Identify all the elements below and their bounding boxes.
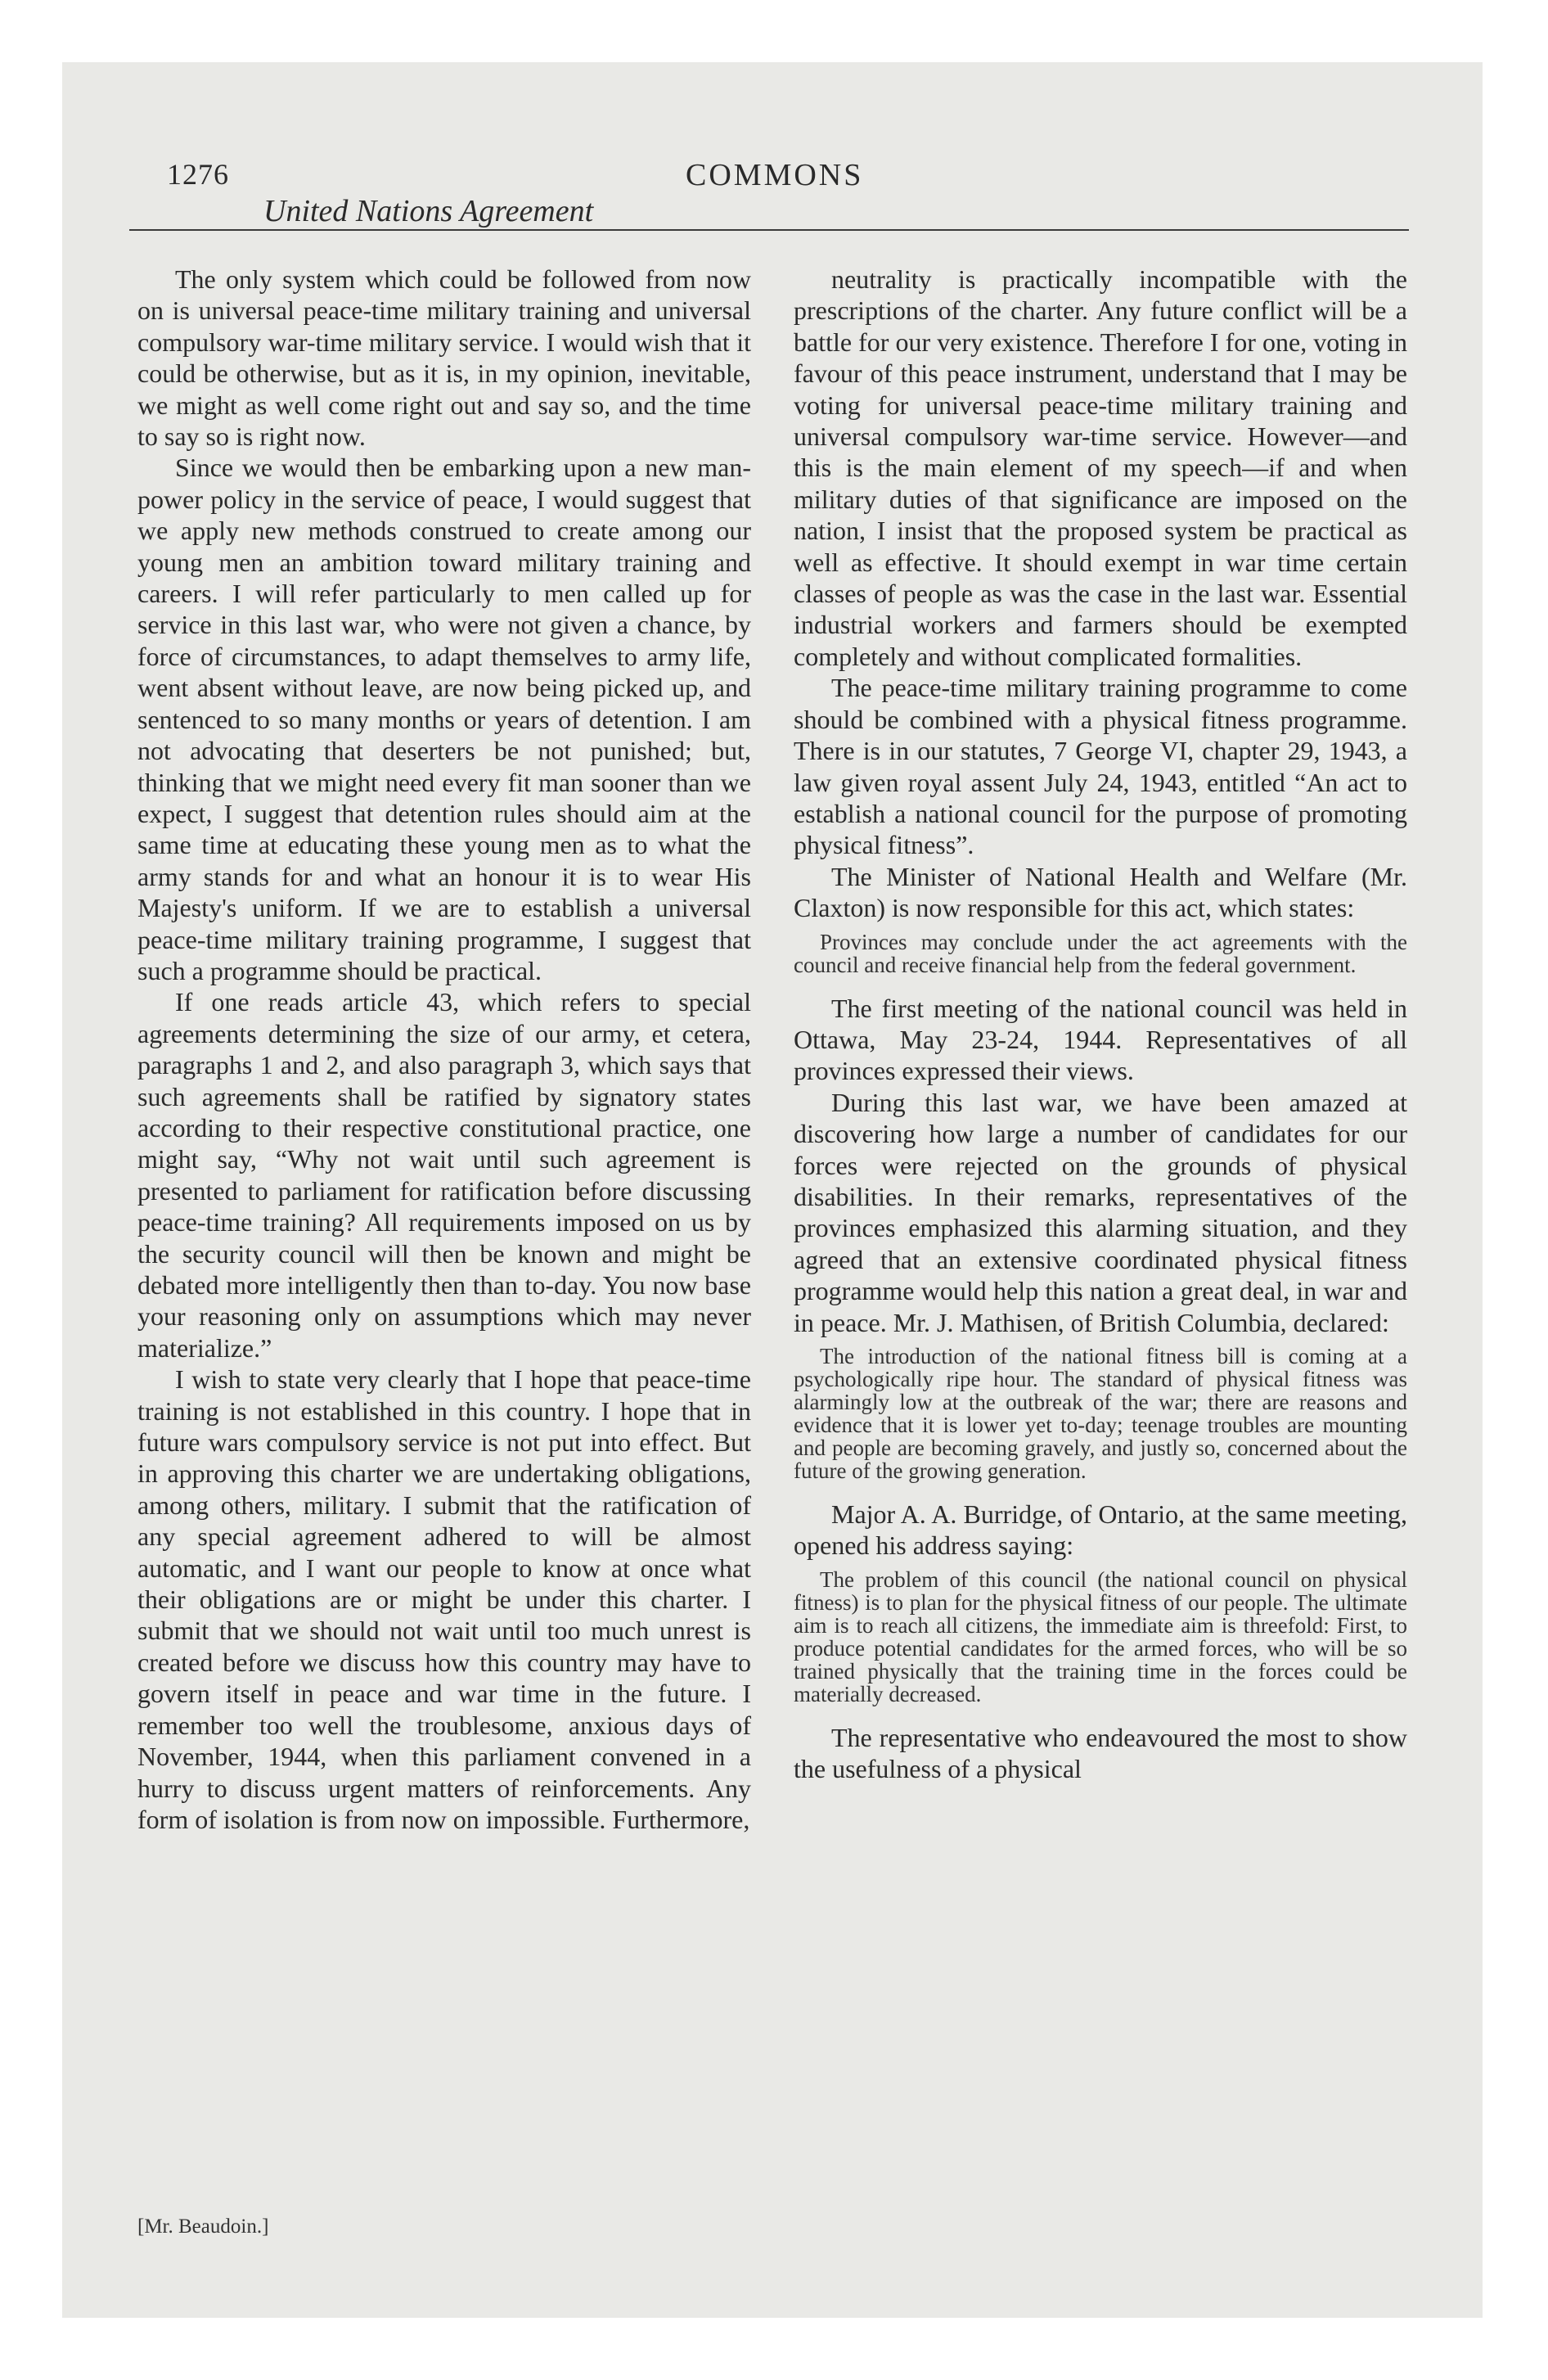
paragraph: The Minister of National Health and Welfare (Mr. Claxton) is now responsible for this act, which states:	[794, 861, 1407, 923]
speaker-attribution: [Mr. Beaudoin.]	[137, 2215, 269, 2238]
running-head: COMMONS	[686, 158, 864, 192]
paragraph: If one reads article 43, which refers to special agreements determining the size of our army, et cetera, paragraphs 1 and 2, and also paragraph 3, which says that such agreements shall be ratified by signatory states according to their respective constitutional practice, one might say, “Why not wait until such agreement is presented to parliament for ratification before discussing peace-time training? All requirements imposed on us by the security council will then be known and might be debated more intelligently then than to-day. You now base your reasoning only on assumptions which may never materialize.”	[137, 987, 751, 1363]
paragraph: I wish to state very clearly that I hope that peace-time training is not established in this country. I hope that in future wars compulsory service is not put into effect. But in approving this charter we are undertaking obligations, among others, military. I submit that the ratification of any special agreement adhered to will be almost automatic, and I want our people to know at once what their obligations are or might be under this charter. I submit that we should not wait until too much unrest is created before we discuss how this country may have to govern itself in peace and war time in the future. I remember too well the troublesome, anxious days of November, 1944, when this parliament convened in a hurry to discuss urgent matters of reinforcements. Any form of isolation is from now on impossible. Furthermore,	[137, 1364, 751, 1834]
block-quote: Provinces may conclude under the act agreements with the council and receive financial help from the federal government.	[794, 929, 1407, 977]
section-title: United Nations Agreement	[263, 194, 594, 228]
left-column	[137, 264, 751, 1835]
page-header	[167, 152, 1411, 234]
paragraph: The only system which could be followed from now on is universal peace-time military training and universal compulsory war-time military service. I would wish that it could be otherwise, but as it is, in my opinion, inevitable, we might as well come right out and say so, and the time to say so is right now.	[137, 264, 751, 452]
paragraph: During this last war, we have been amazed at discovering how large a number of candidates for our forces were rejected on the grounds of physical disabilities. In their remarks, representatives of the provinces emphasized this alarming situation, and they agreed that an extensive coordinated physical fitness programme would help this nation a great deal, in war and in peace. Mr. J. Mathisen, of British Columbia, declared:	[794, 1087, 1407, 1337]
paragraph: Since we would then be embarking upon a new man-power policy in the service of peace, I would suggest that we apply new methods construed to create among our young men an ambition toward military training and careers. I will refer particularly to men called up for service in this last war, who were not given a chance, by force of circumstances, to adapt themselves to army life, went absent without leave, are now being picked up, and sentenced to so many months or years of detention. I am not advocating that deserters be not punished; but, thinking that we might need every fit man sooner than we expect, I suggest that detention rules should aim at the same time at educating these young men as to what the army stands for and what an honour it is to wear His Majesty's uniform. If we are to establish a universal peace-time military training programme, I suggest that such a programme should be practical.	[137, 453, 751, 985]
block-quote: The problem of this council (the national council on physical fitness) is to plan for the physical fitness of our people. The ultimate aim is to reach all citizens, the immediate aim is threefold: First, to produce potential candidates for the armed forces, who will be so trained physically that the training time in the forces could be materially decreased.	[794, 1566, 1407, 1706]
paragraph: neutrality is practically incompatible with the prescriptions of the charter. Any future conflict will be a battle for our very existence. Therefore I for one, voting in favour of this peace instrument, understand that I may be voting for universal peace-time military training and universal compulsory war-time service. However—and this is the main element of my speech—if and when military duties of that significance are imposed on the nation, I insist that the proposed system be practical as well as effective. It should exempt in war time certain classes of people as was the case in the last war. Essential industrial workers and farmers should be exempted completely and without complicated formalities.	[794, 264, 1407, 671]
paragraph: The peace-time military training programme to come should be combined with a physical fitness programme. There is in our statutes, 7 George VI, chapter 29, 1943, a law given royal assent July 24, 1943, entitled “An act to establish a national council for the purpose of promoting physical fitness”.	[794, 673, 1407, 860]
paragraph: The representative who endeavoured the most to show the usefulness of a physical	[794, 1722, 1407, 1784]
block-quote: The introduction of the national fitness bill is coming at a psychologically ripe hour. The standard of physical fitness was alarmingly low at the outbreak of the war; there are reasons and evidence that it is lower yet to-day; teenage troubles are mounting and people are becoming gravely, and justly so, concerned about the future of the growing generation.	[794, 1344, 1407, 1483]
paragraph: The first meeting of the national council was held in Ottawa, May 23-24, 1944. Representatives of all provinces expressed their views.	[794, 993, 1407, 1086]
header-rule	[129, 229, 1409, 231]
page-number: 1276	[167, 158, 229, 191]
paragraph: Major A. A. Burridge, of Ontario, at the same meeting, opened his address saying:	[794, 1499, 1407, 1561]
right-column	[794, 264, 1407, 1785]
